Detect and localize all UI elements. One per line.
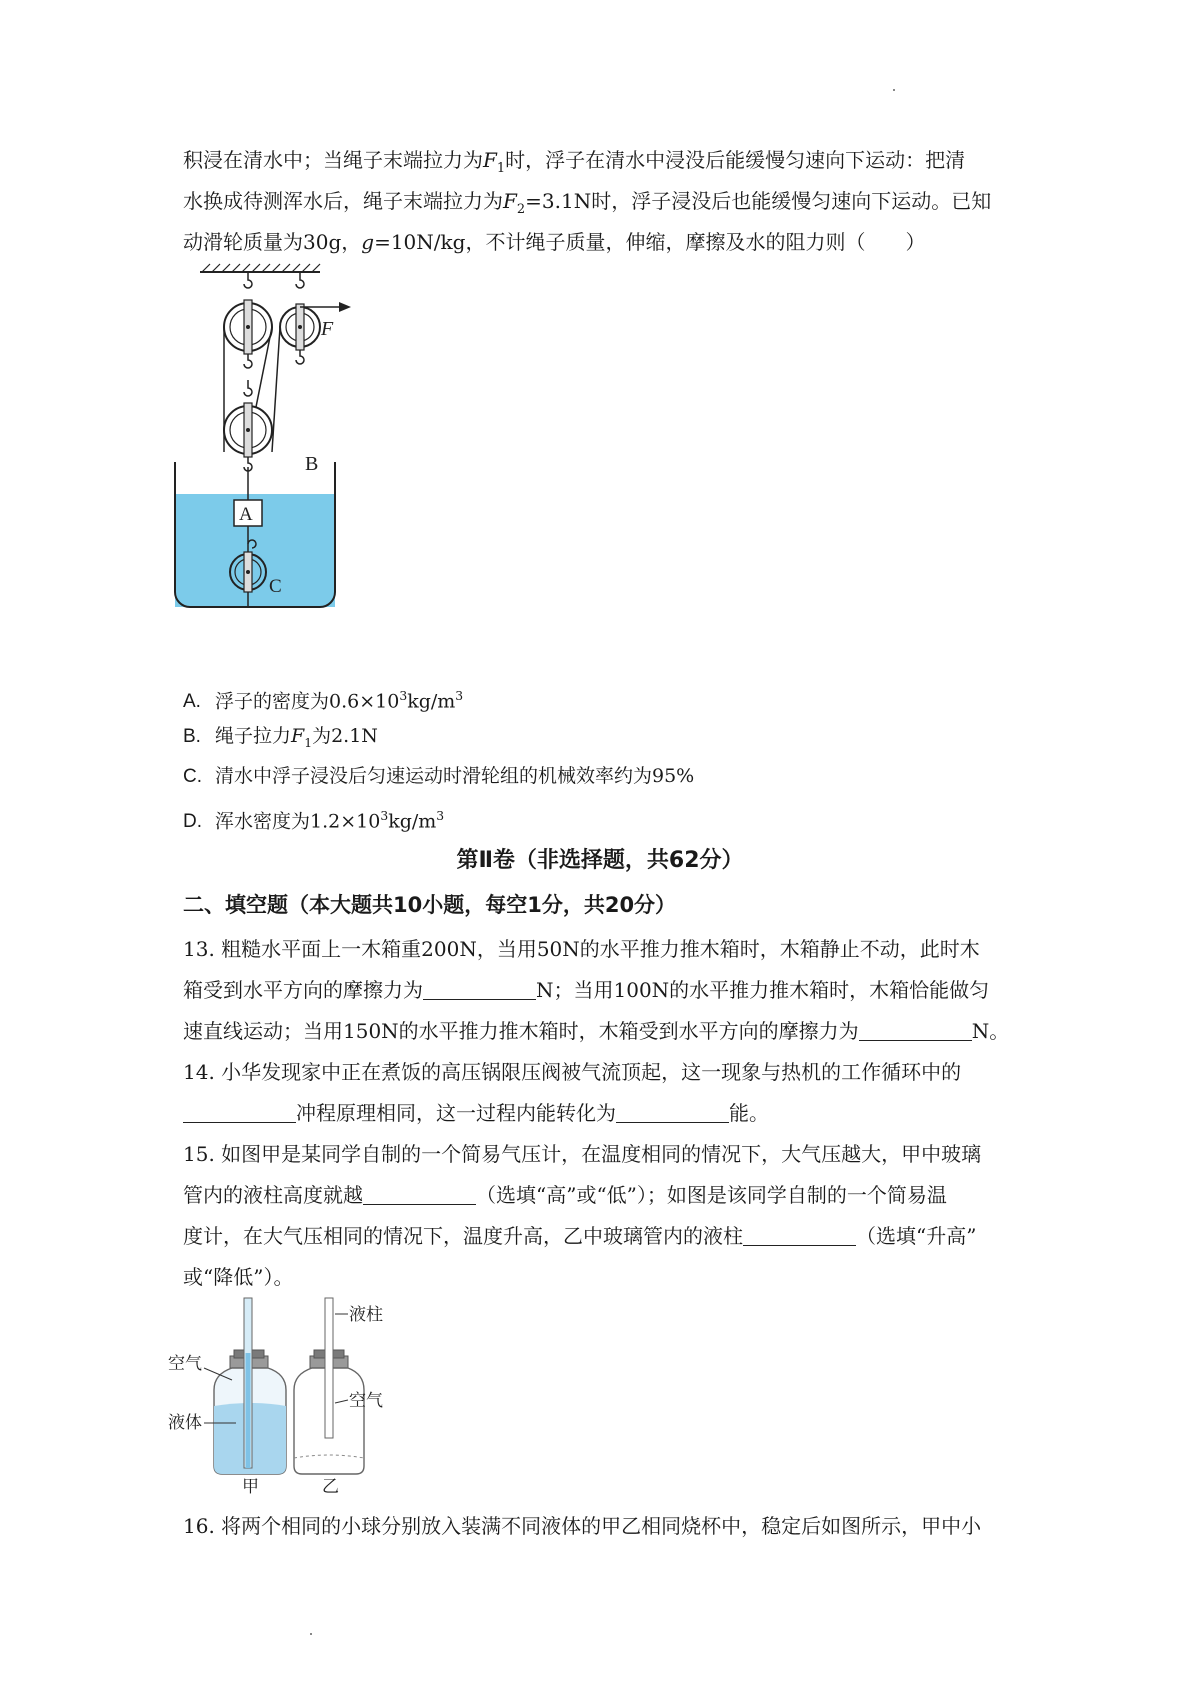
q16-line-1: 16. 将两个相同的小球分别放入装满不同液体的甲乙相同烧杯中，稳定后如图所示，甲中小 [183,1514,982,1538]
q12-line-1: 积浸在清水中；当绳子末端拉力为$F_1$时，浮子在清水中浸没后能缓慢匀速向下运动：把清 [183,148,966,176]
q15-line-3: 度计，在大气压相同的情况下，温度升高，乙中玻璃管内的液柱 （选填“升高” [183,1224,977,1248]
answer-blank[interactable] [423,977,536,1000]
q15-line-1: 15. 如图甲是某同学自制的一个简易气压计，在温度相同的情况下，大气压越大，甲中玻璃 [183,1142,982,1166]
label-F: F [321,318,334,340]
answer-blank[interactable] [859,1018,972,1041]
q14-line-1: 14. 小华发现家中正在煮饭的高压锅限压阀被气流顶起，这一现象与热机的工作循环中的 [183,1060,962,1084]
option-d: D. 浑水密度为$1.2\times 10^3kg/m^3$ [183,809,445,833]
question-16 [183,1506,1033,1547]
label-C: C [269,576,282,597]
answer-blank[interactable] [363,1182,476,1205]
part-2-title: 二、填空题（本大题共10小题，每空1分，共20分） [183,893,677,917]
question-14 [183,1052,1033,1134]
scan-dot-top [893,89,895,91]
q15-line-2: 管内的液柱高度就越 （选填“高”或“低”）；如图是该同学自制的一个简易温 [183,1183,947,1207]
answer-blank[interactable] [183,1100,296,1123]
pulley-figure [175,262,375,674]
label-column: 液柱 [349,1305,383,1325]
label-jia: 甲 [242,1477,259,1497]
answer-blank[interactable] [616,1100,729,1123]
label-A: A [239,504,253,525]
question-12-text [183,140,1033,263]
q12-line-2: 水换成待测浑水后，绳子末端拉力为$F_2=3.1N$时，浮子浸没后也能缓慢匀速向下运动。已知 [183,189,992,217]
q13-line-3: 速直线运动；当用150N的水平推力推木箱时，木箱受到水平方向的摩擦力为 N。 [183,1019,1010,1043]
q14-line-2: 冲程原理相同，这一过程内能转化为 能。 [183,1093,1033,1134]
q13-line-2: 箱受到水平方向的摩擦力为 N；当用100N的水平推力推木箱时，木箱恰能做匀 [183,978,990,1002]
label-liquid: 液体 [168,1413,202,1433]
ceiling-hatch [202,264,320,272]
option-c: C. 清水中浮子浸没后匀速运动时滑轮组的机械效率约为95% [183,765,695,787]
label-yi: 乙 [322,1477,339,1497]
section-ii-title: 第Ⅱ卷（非选择题，共62分） [456,848,744,873]
scan-dot-bottom [310,1633,312,1635]
fixed-pulley-left [224,300,272,368]
option-b: B. 绳子拉力$F_1$为2.1N [183,725,378,750]
label-air-right: 空气 [349,1391,383,1411]
q12-line-3: 动滑轮质量为30g，g=10N/kg，不计绳子质量，伸缩，摩擦及水的阻力则（ ） [183,230,926,254]
q13-line-1: 13. 粗糙水平面上一木箱重200N，当用50N的水平推力推木箱时，木箱静止不动，此时木 [183,937,980,961]
q15-line-4: 或“降低”）。 [183,1265,294,1289]
answer-blank[interactable] [743,1223,856,1246]
bottle-figure [168,1298,430,1497]
label-air-left: 空气 [168,1354,202,1374]
question-13 [183,929,1033,1052]
label-B: B [305,453,319,475]
question-15 [183,1134,1033,1298]
bottle-jia [214,1298,286,1474]
fixed-pulley-right [280,304,320,364]
movable-pulley [224,380,272,471]
option-a: A. 浮子的密度为$0.6\times 10^3kg/m^3$ [183,689,464,713]
